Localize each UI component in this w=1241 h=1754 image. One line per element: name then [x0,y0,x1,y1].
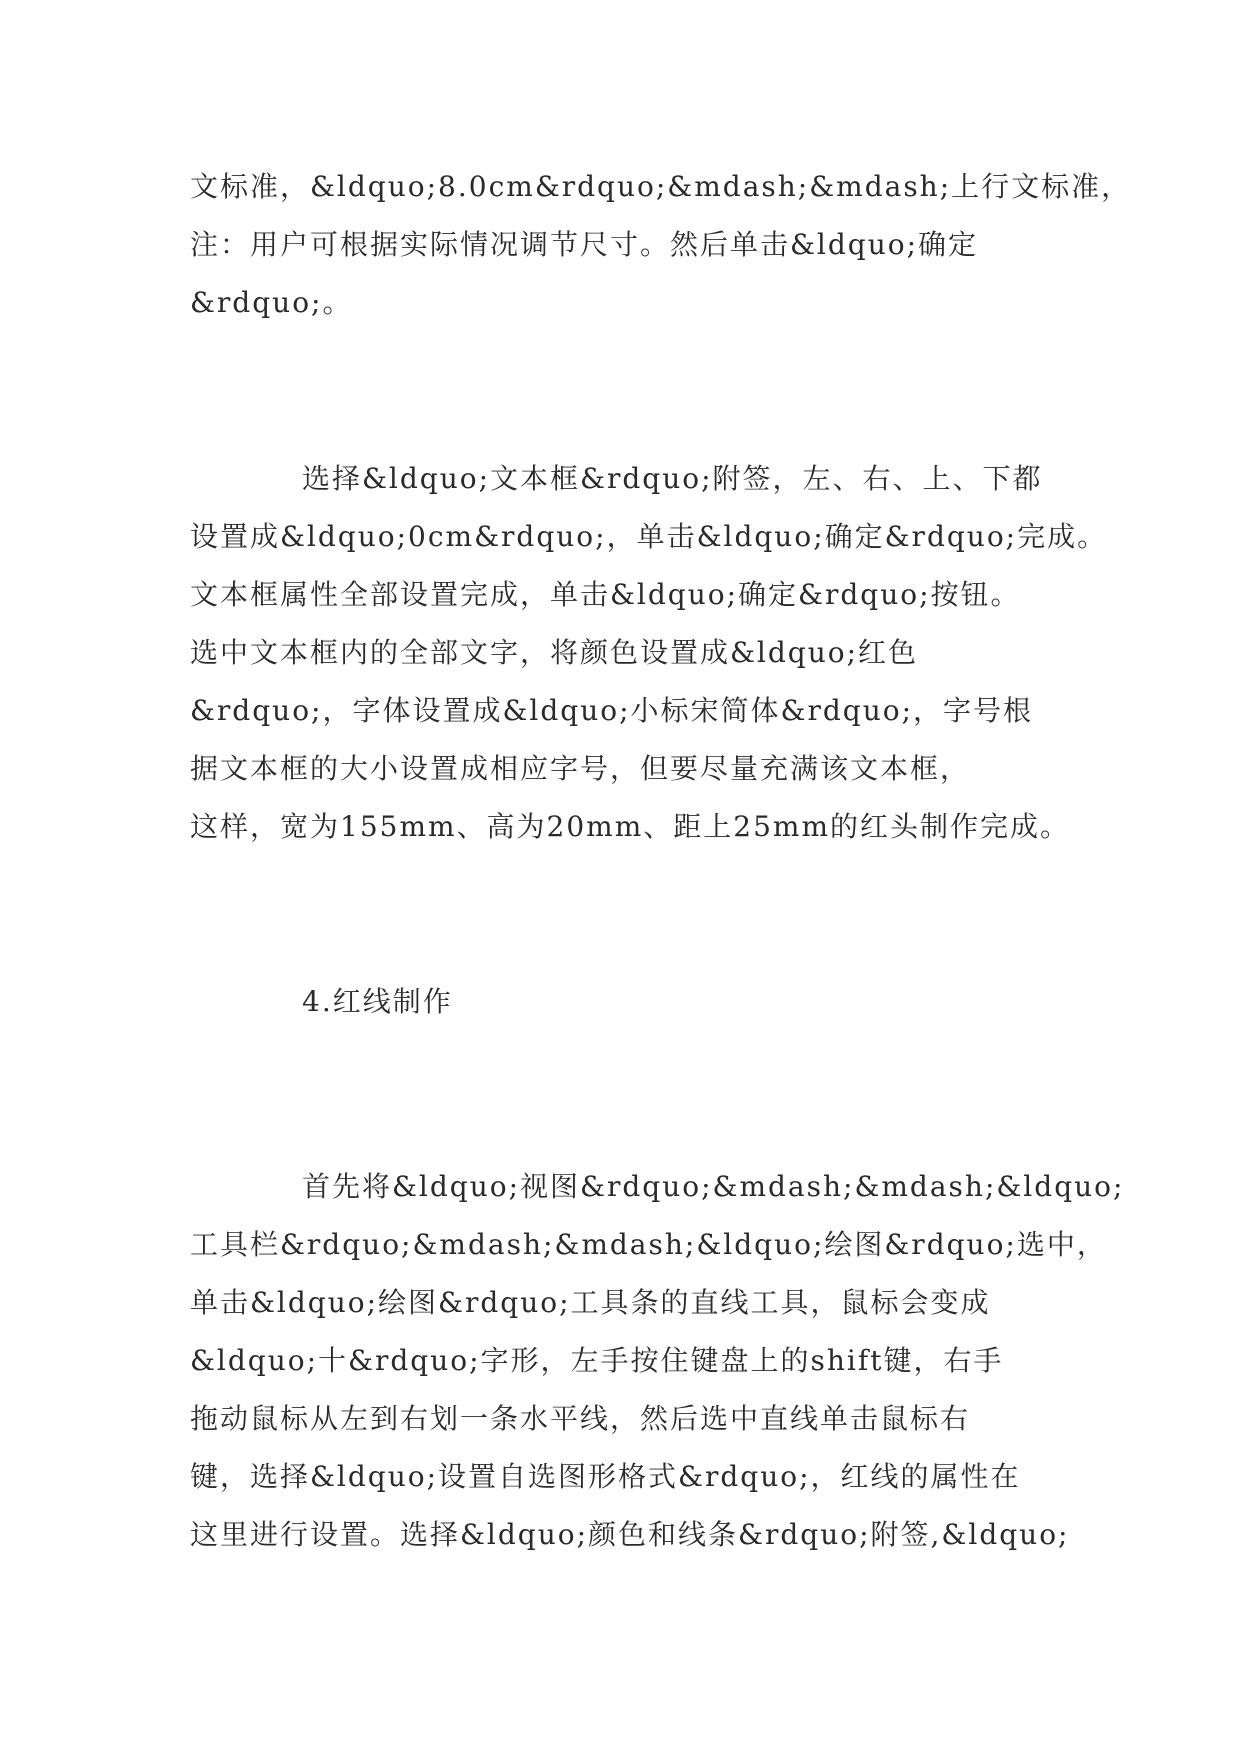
section-heading-text: 4.红线制作 [302,985,453,1018]
paragraph-red-line-steps [190,1158,1125,1564]
paragraph-line: 选中文本框内的全部文字，将颜色设置成&ldquo;红色 [190,636,919,669]
paragraph-line: 这里进行设置。选择&ldquo;颜色和线条&rdquo;附签,&ldquo; [190,1518,1070,1551]
paragraph-line: 文本框属性全部设置完成，单击&ldquo;确定&rdquo;按钮。 [190,578,1021,611]
paragraph-line: 文标准，&ldquo;8.0cm&rdquo;&mdash;&mdash;上行文标准， [190,170,1132,203]
paragraph-line: 选择&ldquo;文本框&rdquo;附签，左、右、上、下都 [302,462,1043,495]
paragraph-line: &rdquo;，字体设置成&ldquo;小标宋简体&rdquo;，字号根 [190,694,1034,727]
paragraph-line: &rdquo;。 [190,286,353,319]
paragraph-line: 据文本框的大小设置成相应字号，但要尽量充满该文本框， [190,752,971,785]
paragraph-text-box-settings [190,450,1108,856]
paragraph-line: 这样，宽为155mm、高为20mm、距上25mm的红头制作完成。 [190,810,1071,843]
section-heading [190,973,1070,1031]
paragraph-line: 单击&ldquo;绘图&rdquo;工具条的直线工具，鼠标会变成 [190,1286,991,1319]
paragraph-line: &ldquo;十&rdquo;字形，左手按住键盘上的shift键，右手 [190,1344,1004,1377]
paragraph-line: 注：用户可根据实际情况调节尺寸。然后单击&ldquo;确定 [190,228,979,261]
paragraph-line: 首先将&ldquo;视图&rdquo;&mdash;&mdash;&ldquo; [302,1170,1125,1203]
paragraph-line: 设置成&ldquo;0cm&rdquo;，单击&ldquo;确定&rdquo;完成。 [190,520,1108,553]
paragraph-line: 键，选择&ldquo;设置自选图形格式&rdquo;，红线的属性在 [190,1460,1021,1493]
paragraph-text-box-size-note [190,158,1132,332]
paragraph-line: 工具栏&rdquo;&mdash;&mdash;&ldquo;绘图&rdquo;选中， [190,1228,1107,1261]
paragraph-line: 拖动鼠标从左到右划一条水平线，然后选中直线单击鼠标右 [190,1402,971,1435]
